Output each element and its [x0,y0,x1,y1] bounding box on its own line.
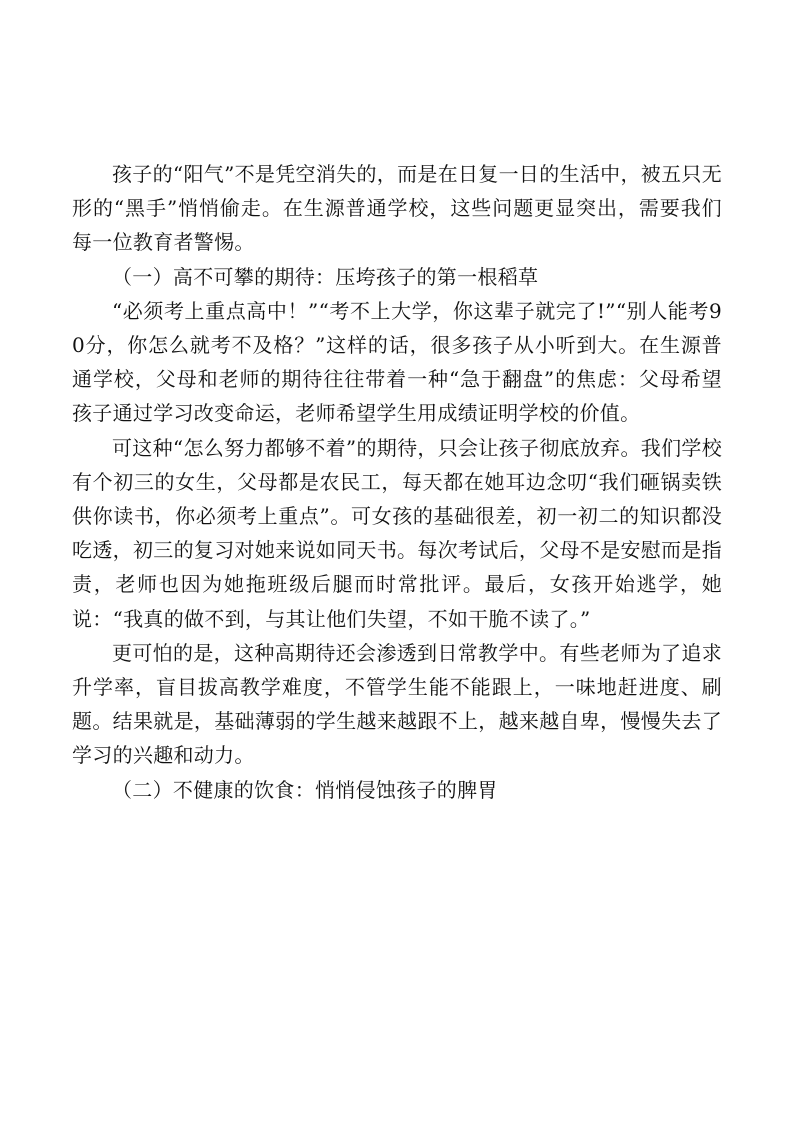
paragraph: 更可怕的是，这种高期待还会渗透到日常教学中。有些老师为了追求升学率，盲目拔高教学难度，不管学生能不能跟上，一味地赶进度、刷题。结果就是，基础薄弱的学生越来越跟不上，越来越自卑，慢慢失去了学习的兴趣和动力。 [72,640,722,768]
document-body [72,157,722,807]
paragraph: 孩子的“阳气”不是凭空消失的，而是在日复一日的生活中，被五只无形的“黑手”悄悄偷走。在生源普通学校，这些问题更显突出，需要我们每一位教育者警惕。 [72,162,722,255]
paragraph: 可这种“怎么努力都够不着”的期待，只会让孩子彻底放弃。我们学校有个初三的女生，父母都是农民工，每天都在她耳边念叨“我们砸锅卖铁供你读书，你必须考上重点”。可女孩的基础很差，初一初二的知识都没吃透，初三的复习对她来说如同天书。每次考试后，父母不是安慰而是指责，老师也因为她拖班级后腿而时常批评。最后，女孩开始逃学，她说：“我真的做不到，与其让他们失望，不如干脆不读了。” [72,435,722,631]
paragraph: “必须考上重点高中！”“考不上大学，你这辈子就完了!”“别人能考90分，你怎么就考不及格？”这样的话，很多孩子从小听到大。在生源普通学校，父母和老师的期待往往带着一种“急于翻盘”的焦虑：父母希望孩子通过学习改变命运，老师希望学生用成绩证明学校的价值。 [72,298,722,426]
section-heading: （一）高不可攀的期待：压垮孩子的第一根稻草 [112,264,539,289]
section-heading: （二）不健康的饮食：悄悄侵蚀孩子的脾胃 [112,777,498,802]
